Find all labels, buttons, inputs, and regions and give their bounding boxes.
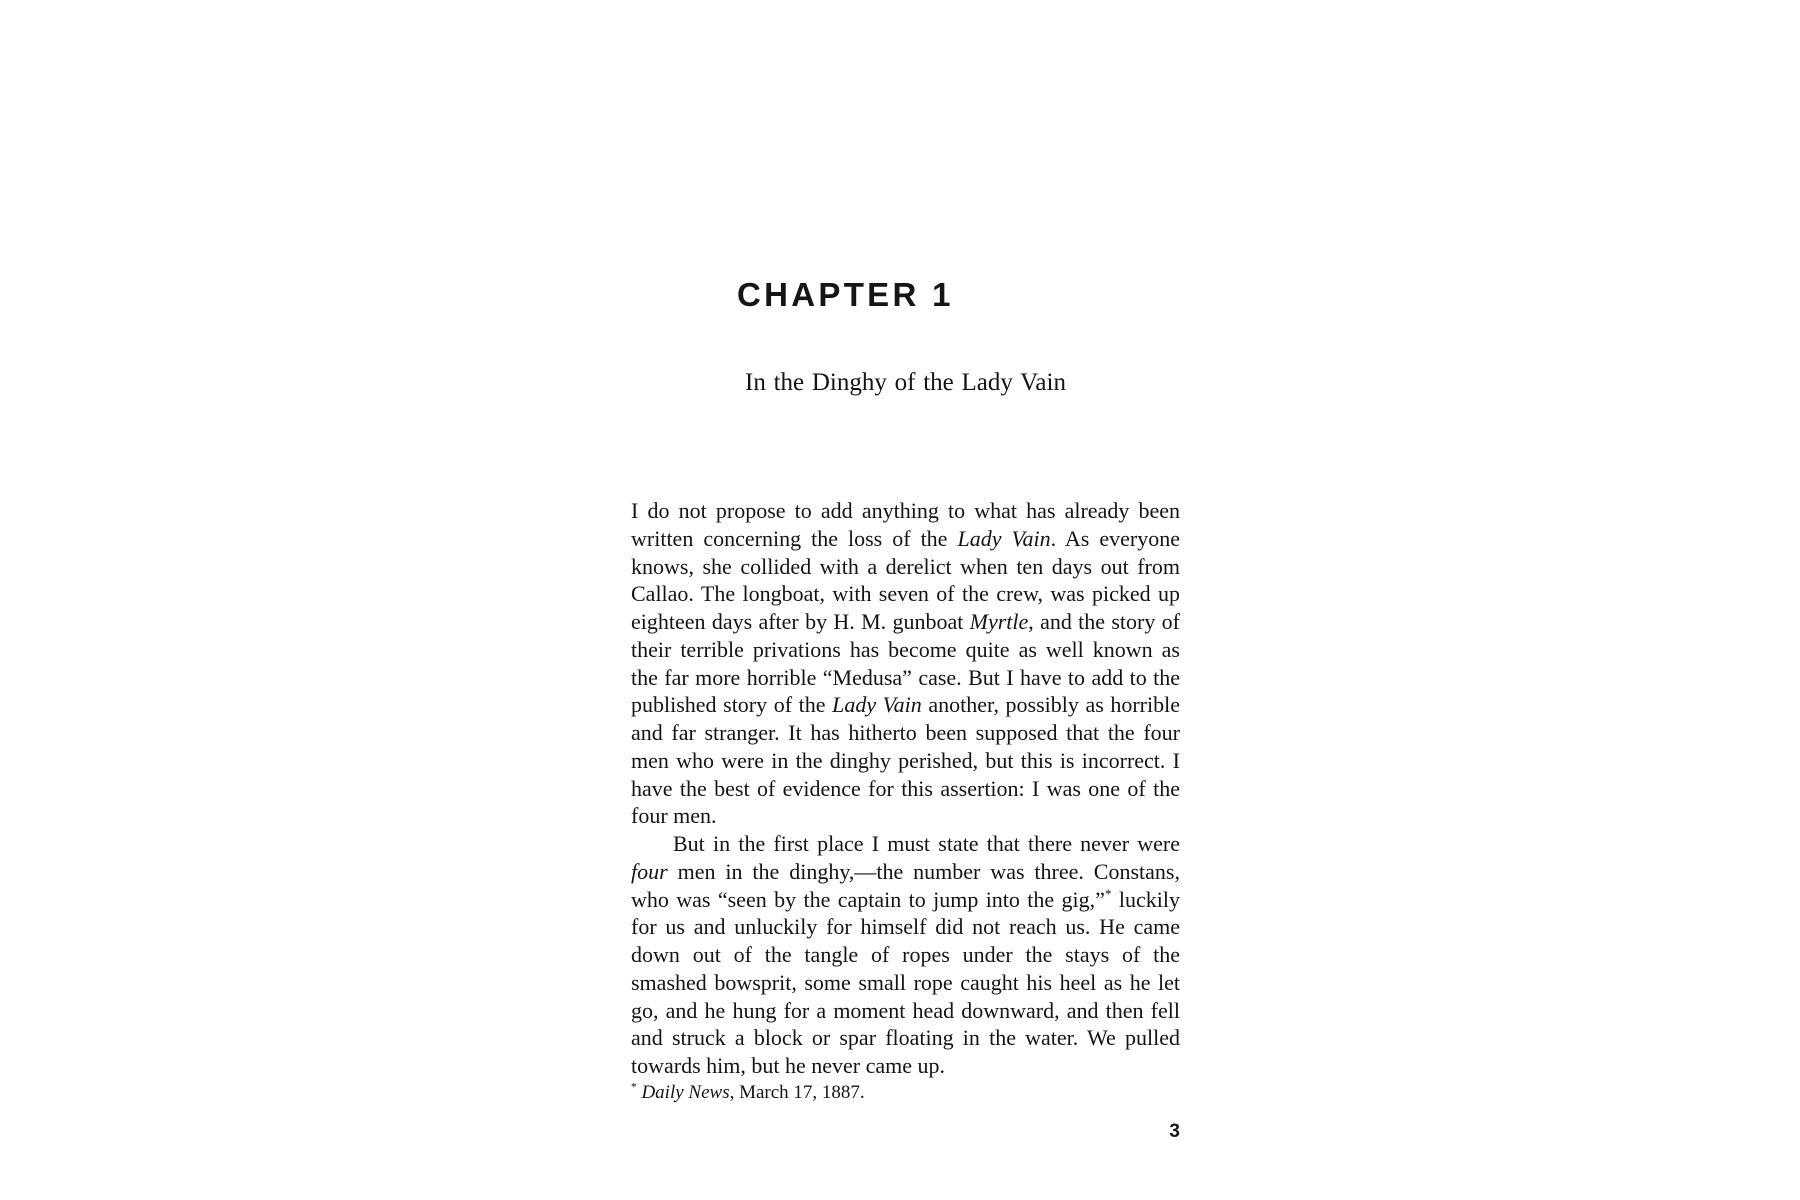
chapter-heading: CHAPTER 1 [737,276,954,313]
paragraph-2: But in the first place I must state that there never were four men in the dinghy,—the number was three. Constans, who was “seen by the captain to jump into the gig,”* luckily for us and unluckily for himself did not reach us. He came down out of the tangle of ropes under the stays of the smashed bowsprit, some small rope caught his heel as he let go, and he hung for a moment head downward, and then fell and struck a block or spar floating in the water. We pulled towards him, but he never came up. [631,831,1180,1078]
chapter-subtitle: In the Dinghy of the Lady Vain [745,369,1066,396]
page-number: 3 [1169,1121,1180,1142]
body-text [631,497,1180,1080]
paragraph-1: I do not propose to add anything to what has already been written concerning the loss of the Lady Vain. As everyone knows, she collided with a derelict when ten days out from Callao. The longboat, with seven of the crew, was picked up eighteen days after by H. M. gunboat Myrtle, and the story of their terrible privations has become quite as well known as the far more horrible “Medusa” case. But I have to add to the published story of the Lady Vain another, possibly as horrible and far stranger. It has hitherto been supposed that the four men who were in the dinghy perished, but this is incorrect. I have the best of evidence for this assertion: I was one of the four men. [631,498,1181,829]
footnote: * Daily News, March 17, 1887. [631,1081,865,1103]
